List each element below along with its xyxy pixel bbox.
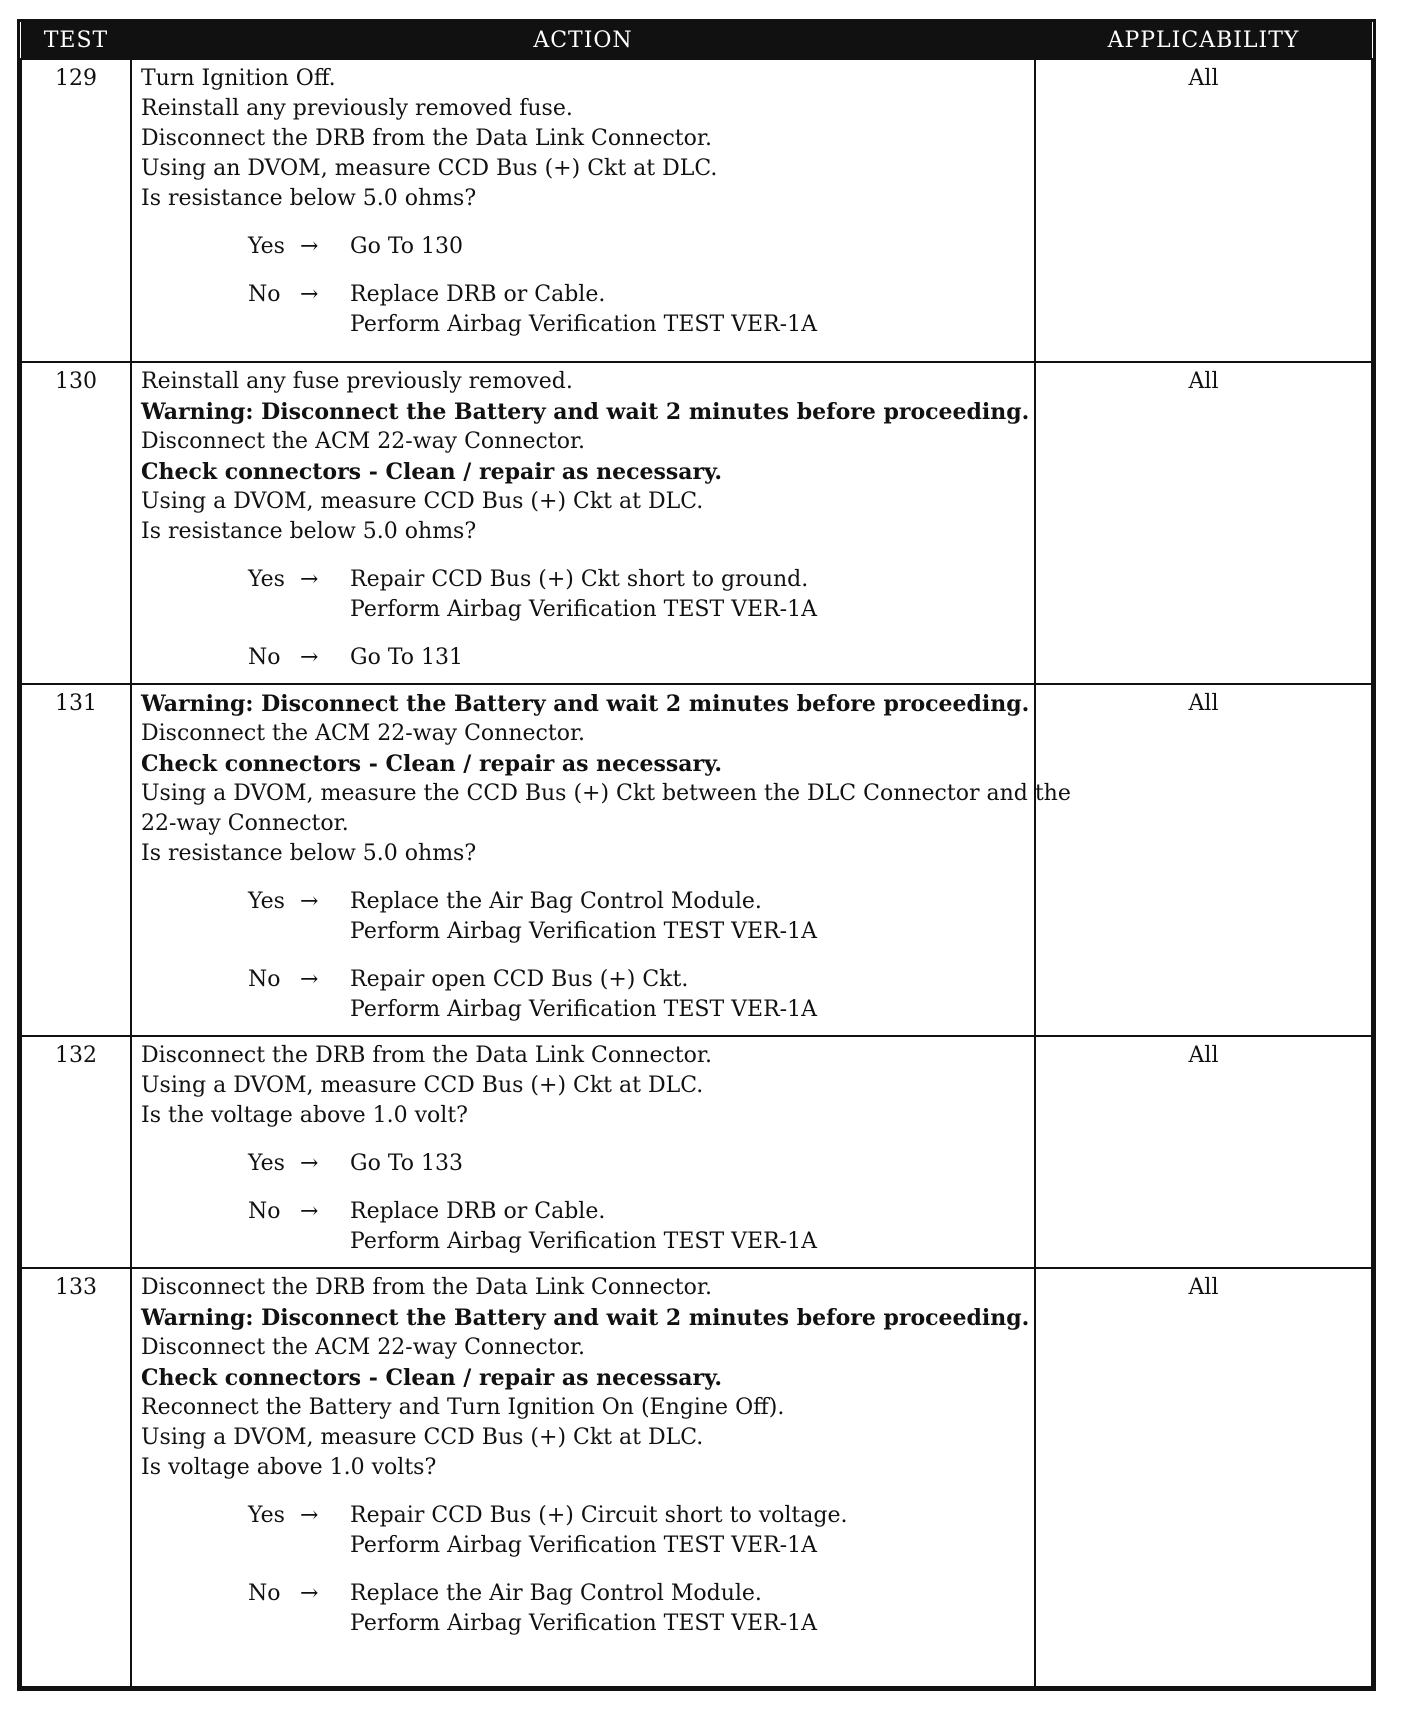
result-line: Repair CCD Bus (+) Circuit short to voltage. [350, 1503, 848, 1528]
result-line: Perform Airbag Verification TEST VER-1A [350, 597, 817, 622]
result-line: Perform Airbag Verification TEST VER-1A [350, 1611, 817, 1636]
result-yes [248, 1149, 1026, 1179]
result-text [350, 565, 817, 625]
action-cell [131, 1036, 1035, 1268]
result-text [350, 1501, 847, 1561]
arrow-icon: → [300, 1151, 319, 1176]
action-warning-line: Check connectors - Clean / repair as necessary. [141, 751, 723, 777]
arrow-icon: → [300, 1199, 319, 1224]
arrow-icon: → [300, 1503, 319, 1528]
action-line: Is resistance below 5.0 ohms? [141, 519, 477, 544]
result-line: Replace DRB or Cable. [350, 1199, 606, 1224]
result-line: Perform Airbag Verification TEST VER-1A [350, 1533, 817, 1558]
result-yes [248, 232, 1026, 262]
result-text [350, 1197, 817, 1257]
applicability-cell: All [1035, 59, 1372, 362]
arrow-icon: → [300, 645, 319, 670]
table-row [21, 362, 1372, 684]
action-line: Using a DVOM, measure CCD Bus (+) Ckt at DLC. [141, 489, 704, 514]
result-label: Yes [248, 234, 285, 259]
result-text [350, 280, 817, 340]
applicability-cell: All [1035, 362, 1372, 684]
action-line: Disconnect the ACM 22-way Connector. [141, 429, 586, 454]
action-warning-line: Check connectors - Clean / repair as necessary. [141, 459, 723, 485]
result-text [350, 1579, 817, 1639]
table-row [21, 1036, 1372, 1268]
result-text [350, 232, 463, 262]
result-label: Yes [248, 889, 285, 914]
action-cell [131, 684, 1071, 1036]
action-warning-line: Warning: Disconnect the Battery and wait 2 minutes before proceeding. [141, 1305, 1030, 1331]
action-cell [131, 1268, 1035, 1687]
result-line: Go To 133 [350, 1151, 464, 1176]
result-label: No [248, 1581, 281, 1606]
result-text [350, 643, 463, 673]
header-row [21, 22, 1372, 59]
arrow-icon: → [300, 1581, 319, 1606]
result-text [350, 887, 817, 947]
result-line: Perform Airbag Verification TEST VER-1A [350, 312, 817, 337]
applicability-cell: All [1035, 1268, 1372, 1687]
result-yes [248, 887, 1026, 947]
action-line: Reconnect the Battery and Turn Ignition On (Engine Off). [141, 1395, 785, 1420]
action-line: Using a DVOM, measure CCD Bus (+) Ckt at DLC. [141, 1425, 704, 1450]
result-no [248, 643, 1026, 673]
result-label: No [248, 645, 281, 670]
result-yes [248, 1501, 1026, 1561]
header-applicability: APPLICABILITY [1035, 22, 1372, 59]
action-line: Disconnect the DRB from the Data Link Connector. [141, 1043, 712, 1068]
action-line: Disconnect the DRB from the Data Link Connector. [141, 126, 712, 151]
result-line: Replace the Air Bag Control Module. [350, 889, 762, 914]
test-table-frame [17, 19, 1376, 1691]
result-label: Yes [248, 567, 285, 592]
result-no [248, 1197, 1026, 1257]
action-line: Reinstall any previously removed fuse. [141, 96, 573, 121]
action-cell [131, 362, 1035, 684]
header-action: ACTION [131, 22, 1035, 59]
action-line: Using an DVOM, measure CCD Bus (+) Ckt at DLC. [141, 156, 718, 181]
action-line: Disconnect the ACM 22-way Connector. [141, 1335, 586, 1360]
result-line: Perform Airbag Verification TEST VER-1A [350, 1229, 817, 1254]
action-line: Is the voltage above 1.0 volt? [141, 1103, 468, 1128]
action-warning-line: Check connectors - Clean / repair as necessary. [141, 1365, 723, 1391]
result-label: No [248, 282, 281, 307]
action-line: Disconnect the ACM 22-way Connector. [141, 721, 586, 746]
test-number: 130 [21, 362, 131, 684]
action-line: Is resistance below 5.0 ohms? [141, 186, 477, 211]
result-line: Repair CCD Bus (+) Ckt short to ground. [350, 567, 809, 592]
arrow-icon: → [300, 282, 319, 307]
test-table [20, 22, 1373, 1688]
action-line: Reinstall any fuse previously removed. [141, 369, 573, 394]
table-row [21, 59, 1372, 362]
result-line: Perform Airbag Verification TEST VER-1A [350, 919, 817, 944]
result-text [350, 1149, 463, 1179]
applicability-cell: All [1035, 1036, 1372, 1268]
result-yes [248, 565, 1026, 625]
applicability-cell: All [1035, 684, 1372, 1036]
result-line: Replace DRB or Cable. [350, 282, 606, 307]
test-number: 133 [21, 1268, 131, 1687]
action-line: Disconnect the DRB from the Data Link Connector. [141, 1275, 712, 1300]
result-no [248, 280, 1026, 340]
result-label: Yes [248, 1503, 285, 1528]
result-no [248, 1579, 1026, 1639]
action-line: Is resistance below 5.0 ohms? [141, 841, 477, 866]
result-text [350, 965, 817, 1025]
arrow-icon: → [300, 967, 319, 992]
result-line: Replace the Air Bag Control Module. [350, 1581, 762, 1606]
test-number: 132 [21, 1036, 131, 1268]
action-line: Using a DVOM, measure the CCD Bus (+) Ckt between the DLC Connector and the [141, 781, 1071, 806]
header-test: TEST [21, 22, 131, 59]
result-label: No [248, 1199, 281, 1224]
action-line: 22-way Connector. [141, 811, 349, 836]
result-no [248, 965, 1026, 1025]
result-label: Yes [248, 1151, 285, 1176]
test-number: 131 [21, 684, 131, 1036]
action-cell [131, 59, 1035, 362]
table-row [21, 1268, 1372, 1687]
result-line: Go To 131 [350, 645, 464, 670]
result-line: Go To 130 [350, 234, 464, 259]
table-row [21, 684, 1372, 1036]
test-number: 129 [21, 59, 131, 362]
action-line: Is voltage above 1.0 volts? [141, 1455, 437, 1480]
arrow-icon: → [300, 567, 319, 592]
arrow-icon: → [300, 234, 319, 259]
result-label: No [248, 967, 281, 992]
action-line: Using a DVOM, measure CCD Bus (+) Ckt at DLC. [141, 1073, 704, 1098]
result-line: Perform Airbag Verification TEST VER-1A [350, 997, 817, 1022]
action-warning-line: Warning: Disconnect the Battery and wait 2 minutes before proceeding. [141, 691, 1030, 717]
result-line: Repair open CCD Bus (+) Ckt. [350, 967, 689, 992]
table-body [21, 59, 1372, 1687]
arrow-icon: → [300, 889, 319, 914]
action-warning-line: Warning: Disconnect the Battery and wait 2 minutes before proceeding. [141, 399, 1030, 425]
action-line: Turn Ignition Off. [141, 66, 336, 91]
